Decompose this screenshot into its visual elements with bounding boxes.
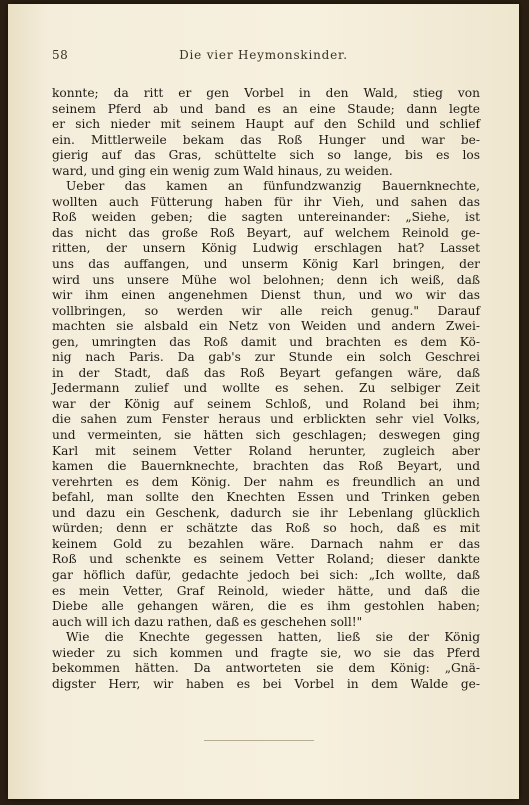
text-line: wird uns unsere Mühe wol belohnen; denn ich weiß, daß	[52, 272, 480, 287]
text-line: befahl, man sollte den Knechten Essen und Trinken geben	[52, 490, 480, 505]
text-line: war der König auf seinem Schloß, und Roland bei ihm;	[52, 396, 480, 411]
text-line: uns das auffangen, und unserm König Karl bringen, der	[52, 257, 480, 272]
text-line: machten sie alsbald ein Netz von Weiden und andern Zwei-	[52, 319, 480, 334]
text-line: würden; denn er schätzte das Roß so hoch, daß es mit	[52, 521, 480, 536]
text-line: keinem Gold zu bezahlen wäre. Darnach nahm er das	[52, 536, 480, 551]
page-header	[8, 48, 519, 68]
text-line: Roß und schenkte es seinem Vetter Roland; dieser dankte	[52, 552, 480, 567]
text-line: Karl mit seinem Vetter Roland herunter, zugleich aber	[52, 443, 480, 458]
text-line: verehrten es dem König. Der nahm es freundlich an und	[52, 474, 480, 489]
footer-rule	[204, 740, 314, 741]
book-page	[8, 4, 519, 799]
text-line: und dazu ein Geschenk, dadurch sie ihr Lebenlang glücklich	[52, 505, 480, 520]
text-line: kamen die Bauernknechte, brachten das Roß Beyart, und	[52, 459, 480, 474]
text-line: vollbringen, so werden wir alle reich genug." Darauf	[52, 303, 480, 318]
text-line: wir ihm einen angenehmen Dienst thun, und wo wir das	[52, 288, 480, 303]
text-line: Diebe alle gehangen wären, die es ihm gestohlen haben;	[52, 599, 480, 614]
text-line: seinem Pferd ab und band es an eine Staude; dann legte	[52, 101, 480, 116]
text-line: Jedermann zulief und wollte es sehen. Zu selbiger Zeit	[52, 381, 480, 396]
page-number: 58	[52, 48, 69, 62]
text-line: Ueber das kamen an fünfundzwanzig Bauernknechte,	[66, 179, 480, 194]
text-line: in der Stadt, daß das Roß Beyart gefangen wäre, daß	[52, 365, 480, 380]
text-line: ein. Mittlerweile bekam das Roß Hunger und war be-	[52, 132, 480, 147]
text-line: konnte; da ritt er gen Vorbel in den Wald, stieg von	[52, 86, 480, 100]
text-line: bekommen hätten. Da antworteten sie dem König: „Gnä-	[52, 661, 480, 676]
text-line: wollten auch Fütterung haben für ihr Vieh, und sahen das	[52, 194, 480, 209]
text-line: es mein Vetter, Graf Reinold, wieder hätte, und daß die	[52, 583, 480, 598]
text-line: digster Herr, wir haben es bei Vorbel in dem Walde ge-	[52, 676, 480, 691]
text-line: wieder zu sich kommen und fragte sie, wo sie das Pferd	[52, 645, 480, 660]
text-line: nig nach Paris. Da gab's zur Stunde ein solch Geschrei	[52, 350, 480, 365]
text-line: gar höflich dafür, gedachte jedoch bei sich: „Ich wollte, daß	[52, 567, 480, 582]
text-line: gen, umringten das Roß damit und brachten es dem Kö-	[52, 334, 480, 349]
text-line: Wie die Knechte gegessen hatten, ließ sie der König	[66, 630, 480, 645]
text-line: die sahen zum Fenster heraus und erblickten sehr viel Volks,	[52, 412, 480, 427]
text-line: ritten, der unsern König Ludwig erschlagen hat? Lasset	[52, 241, 480, 256]
body-text	[52, 86, 480, 692]
running-head: Die vier Heymonskinder.	[179, 48, 348, 62]
text-line: das nicht das große Roß Beyart, auf welchem Reinold ge-	[52, 225, 480, 240]
text-line: Roß weiden geben; die sagten untereinander: „Siehe, ist	[52, 210, 480, 225]
text-line: auch will ich dazu rathen, daß es geschehen soll!"	[52, 614, 363, 629]
text-line: und vermeinten, sie hätten sich geschlagen; deswegen ging	[52, 428, 480, 443]
text-line: ward, und ging ein wenig zum Wald hinaus, zu weiden.	[52, 163, 393, 178]
text-line: gierig auf das Gras, schüttelte sich so lange, bis es los	[52, 148, 480, 163]
text-line: er sich nieder mit seinem Haupt auf den Schild und schlief	[52, 117, 480, 132]
